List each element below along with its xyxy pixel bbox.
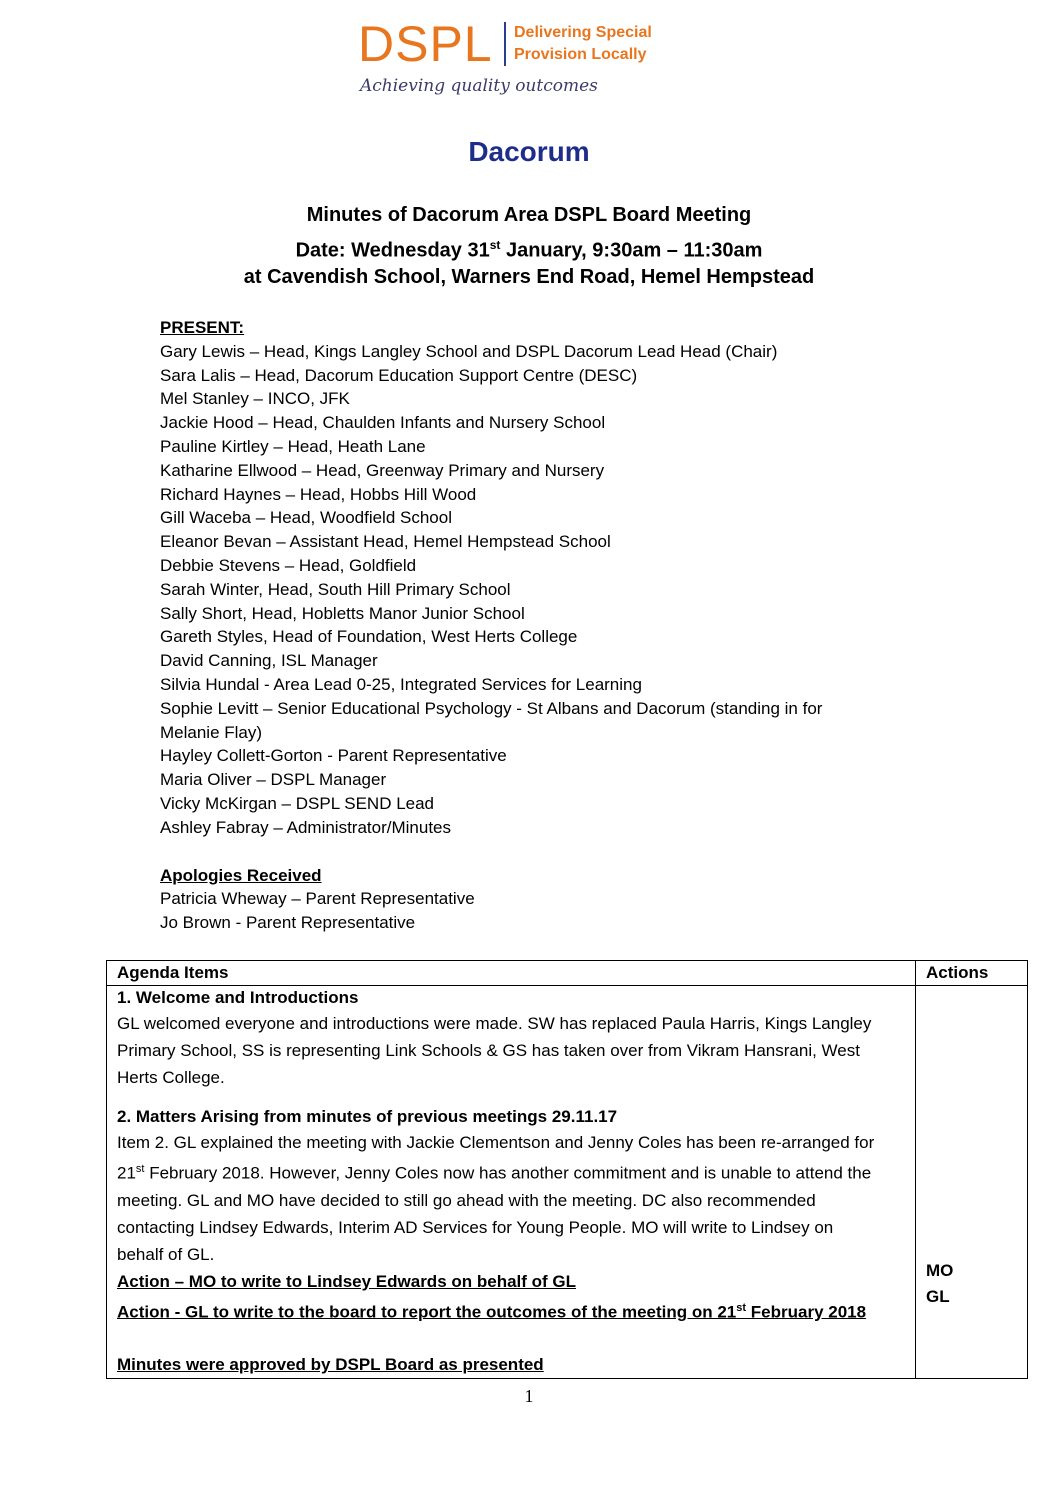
logo-tagline-line1: Delivering Special (514, 24, 652, 41)
attendee: Ashley Fabray – Administrator/Minutes (160, 817, 452, 837)
meeting-date-pre: Date: Wednesday 31 (295, 239, 490, 262)
attendee: Gareth Styles, Head of Foundation, West Herts College (160, 627, 578, 647)
agenda-items-header: Agenda Items (107, 961, 916, 986)
attendee: Sara Lalis – Head, Dacorum Education Support Centre (DESC) (160, 365, 638, 385)
attendee: Mel Stanley – INCO, JFK (160, 389, 350, 409)
meeting-date-sup: st (489, 238, 501, 252)
logo-tagline-line2: Provision Locally (514, 46, 647, 63)
action-item-2-post: February 2018 (746, 1302, 867, 1322)
attendee: Debbie Stevens – Head, Goldfield (160, 555, 417, 575)
meeting-date-post: January, 9:30am – 11:30am (500, 239, 763, 262)
attendee: Eleanor Bevan – Assistant Head, Hemel Hempstead School (160, 532, 611, 552)
section-1-body (117, 1010, 905, 1091)
attendee: David Canning, ISL Manager (160, 651, 378, 671)
section-2-line: contacting Lindsey Edwards, Interim AD Services for Young People. MO will write to Lindsey on (117, 1217, 834, 1237)
section-2-line: Item 2. GL explained the meeting with Jackie Clementson and Jenny Coles has been re-arranged for (117, 1133, 875, 1152)
attendee: Pauline Kirtley – Head, Heath Lane (160, 436, 426, 456)
apologies-label: Apologies Received (160, 865, 322, 885)
dspl-logo (358, 14, 678, 104)
actions-column (916, 986, 1028, 1379)
logo-divider (504, 22, 506, 66)
actions-header: Actions (916, 961, 1028, 986)
attendee: Gary Lewis – Head, Kings Langley School and DSPL Dacorum Lead Head (Chair) (160, 341, 778, 361)
attendee: Sarah Winter, Head, South Hill Primary School (160, 579, 511, 599)
meeting-title: Minutes of Dacorum Area DSPL Board Meeting (306, 204, 752, 226)
logo-tagline (514, 22, 652, 66)
apology: Jo Brown - Parent Representative (160, 913, 416, 933)
action-item-2 (117, 1295, 905, 1326)
action-item-2-sup: st (736, 1301, 747, 1314)
section-2-line: meeting. GL and MO have decided to still go ahead with the meeting. DC also recommended (117, 1190, 816, 1210)
meeting-venue: at Cavendish School, Warners End Road, Hemel Hempstead (243, 266, 815, 288)
action-item-1: Action – MO to write to Lindsey Edwards on behalf of GL (117, 1271, 577, 1291)
meeting-date (0, 230, 1058, 266)
present-label: PRESENT: (160, 318, 245, 337)
attendance-section (160, 316, 822, 935)
section-2-line: behalf of GL. (117, 1244, 215, 1264)
attendee: Jackie Hood – Head, Chaulden Infants and Nursery School (160, 413, 606, 433)
attendee: Richard Haynes – Head, Hobbs Hill Wood (160, 484, 477, 504)
page-number: 1 (524, 1386, 534, 1406)
action-owner-1: MO (926, 1261, 954, 1280)
attendee: Maria Oliver – DSPL Manager (160, 770, 387, 790)
section-2-line-post: February 2018. However, Jenny Coles now has another commitment and is unable to attend the (144, 1163, 872, 1183)
attendee: Melanie Flay) (160, 722, 263, 742)
section-2-title: 2. Matters Arising from minutes of previous meetings 29.11.17 (117, 1107, 618, 1126)
attendee: Sally Short, Head, Hobletts Manor Junior School (160, 603, 525, 623)
agenda-body-row (107, 986, 1028, 1379)
section-2-line-pre: 21 (117, 1163, 136, 1183)
logo-mark: DSPL (358, 16, 493, 72)
section-2-line-sup: st (135, 1163, 145, 1175)
attendee: Sophie Levitt – Senior Educational Psychology - St Albans and Dacorum (standing in for (160, 698, 823, 718)
region-title: Dacorum (468, 136, 590, 167)
attendee: Gill Waceba – Head, Woodfield School (160, 508, 452, 528)
agenda-table (106, 960, 1028, 1379)
section-1-line: GL welcomed everyone and introductions were made. SW has replaced Paula Harris, Kings Langley (117, 1014, 872, 1033)
action-item-2-pre: Action - GL to write to the board to report the outcomes of the meeting on 21 (117, 1302, 737, 1322)
logo-slogan: Achieving quality outcomes (360, 76, 598, 96)
attendee: Katharine Ellwood – Head, Greenway Primary and Nursery (160, 460, 605, 480)
section-2-body (117, 1129, 905, 1268)
attendee: Silvia Hundal - Area Lead 0-25, Integrated Services for Learning (160, 674, 642, 694)
action-owner-2: GL (926, 1287, 950, 1306)
section-1-line: Primary School, SS is representing Link Schools & GS has taken over from Vikram Hansrani, West (117, 1041, 860, 1060)
apology: Patricia Wheway – Parent Representative (160, 889, 475, 909)
agenda-content (107, 986, 916, 1379)
section-1-line: Herts College. (117, 1068, 225, 1087)
agenda-header-row (107, 961, 1028, 986)
attendee: Hayley Collett-Gorton - Parent Representative (160, 746, 507, 766)
section-1-title: 1. Welcome and Introductions (117, 988, 359, 1007)
approval-note: Minutes were approved by DSPL Board as presented (117, 1355, 544, 1375)
section-2-line (117, 1156, 905, 1187)
attendee: Vicky McKirgan – DSPL SEND Lead (160, 793, 435, 813)
